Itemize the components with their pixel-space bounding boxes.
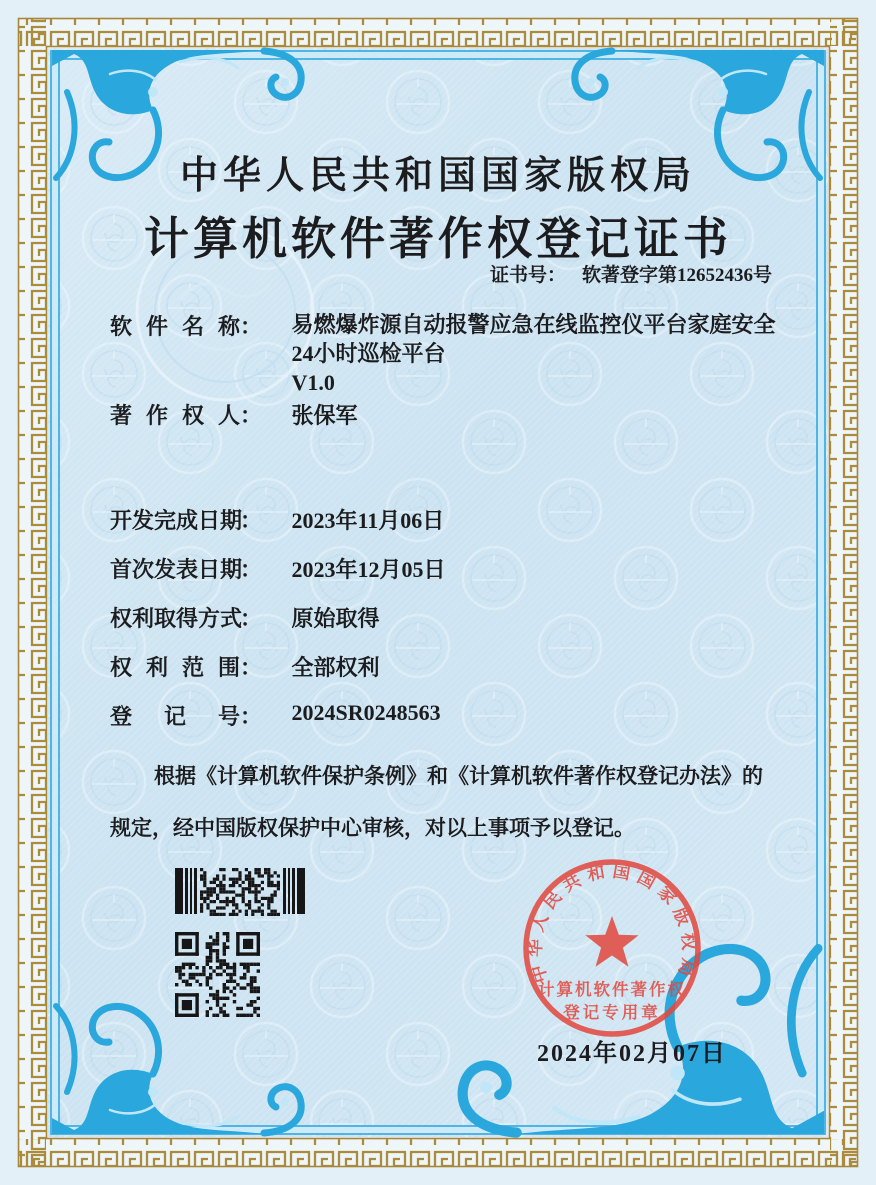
- field-label: 权利取得方式: [110, 606, 243, 631]
- software-version: V1.0: [291, 370, 335, 395]
- statement-line1: 根据《计算机软件保护条例》和《计算机软件著作权登记办法》的: [154, 764, 763, 788]
- field-value: [292, 310, 792, 397]
- official-seal: [518, 856, 706, 1044]
- software-name-line2: 24小时巡检平台: [291, 341, 446, 366]
- field-value: 2023年12月05日: [291, 557, 446, 582]
- issuer-title: 中华人民共和国国家版权局: [179, 155, 696, 197]
- field-row-rights-scope: [110, 651, 380, 682]
- field-colon: ：: [240, 704, 263, 729]
- field-label: 开发完成日期: [110, 508, 243, 533]
- qr-code-icon: [175, 932, 260, 1017]
- statement-line2: 规定，经中国版权保护中心审核，对以上事项予以登记。: [110, 816, 635, 840]
- field-row-software-name: [110, 310, 792, 397]
- certificate-title: 计算机软件著作权登记证书: [143, 214, 732, 264]
- field-label: 登记号: [110, 704, 240, 729]
- field-colon: ：: [240, 606, 263, 631]
- field-colon: ：: [240, 403, 263, 428]
- field-colon: ：: [240, 655, 263, 680]
- registration-statement: [110, 750, 786, 854]
- field-label: 软件名称: [110, 314, 240, 339]
- red-star-icon: [585, 916, 638, 967]
- field-value: 原始取得: [291, 606, 380, 631]
- field-value: 张保军: [291, 403, 358, 428]
- barcode-icon: [175, 866, 307, 916]
- field-label: 著作权人: [110, 403, 240, 428]
- field-row-dev-complete-date: [110, 504, 444, 535]
- field-label: 权利范围: [110, 655, 240, 680]
- field-label: 首次发表日期: [110, 557, 243, 582]
- field-row-registration-number: [110, 700, 441, 731]
- field-colon: ：: [240, 557, 263, 582]
- field-colon: ：: [240, 314, 263, 339]
- field-row-first-publish-date: [110, 553, 446, 584]
- field-value: 2024SR0248563: [291, 700, 441, 725]
- field-row-rights-acquisition: [110, 602, 380, 633]
- certificate-number: [490, 260, 772, 287]
- field-value: 2023年11月06日: [291, 508, 445, 533]
- field-row-copyright-owner: [110, 399, 358, 430]
- field-value: 全部权利: [291, 655, 380, 680]
- seal-text-line2: 登记专用章: [563, 1003, 661, 1022]
- issue-date: 2024年02月07日: [537, 1041, 727, 1067]
- certificate-number-value: 软著登字第12652436号: [581, 265, 772, 286]
- software-name-line1: 易燃爆炸源自动报警应急在线监控仪平台家庭安全: [291, 312, 776, 337]
- field-colon: ：: [240, 508, 263, 533]
- certificate-number-label: 证书号：: [489, 265, 566, 286]
- seal-ring-text: 中华人民共和国国家版权局: [524, 860, 700, 986]
- seal-text-line1: 计算机软件著作权: [538, 980, 686, 999]
